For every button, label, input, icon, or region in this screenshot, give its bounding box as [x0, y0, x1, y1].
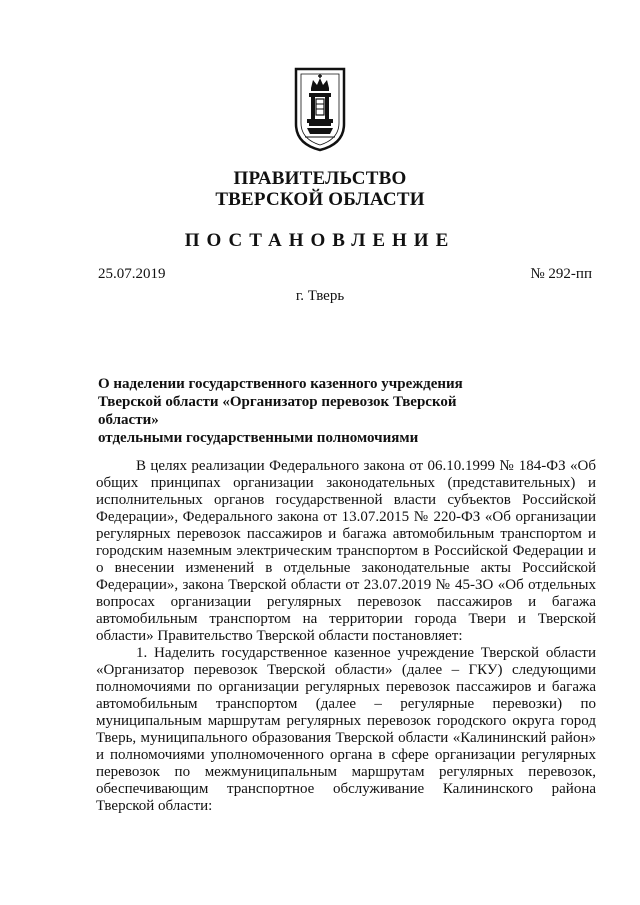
- decree-body: [96, 458, 596, 815]
- subject-line2: Тверской области «Организатор перевозок Тверской области»: [98, 394, 457, 428]
- coat-of-arms-emblem: [293, 66, 347, 152]
- subject-line3: отдельными государственными полномочиями: [98, 430, 419, 446]
- decree-subject: [98, 375, 518, 447]
- body-paragraph-preamble: В целях реализации Федерального закона от 06.10.1999 № 184-ФЗ «Об общих принципах организации законодательных (представительных) и исполнительных органов государственной власти субъектов Российской Федерации», Федерального закона от 13.07.2015 № 220-ФЗ «Об организации регулярных перевозок пассажиров и багажа автомобильным транспортом и городским наземным электрическим транспортом в Российской Федерации и о внесении изменений в отдельные законодательные акты Российской Федерации», закона Тверской области от 23.07.2019 № 45-ЗО «Об отдельных вопросах организации регулярных перевозок пассажиров и багажа автомобильным транспортом на территории города Твери и Тверской области» Правительство Тверской области постановляет:: [96, 458, 596, 644]
- decree-number: № 292-пп: [530, 266, 592, 282]
- decree-date: 25.07.2019: [98, 266, 166, 282]
- decree-city: г. Тверь: [295, 288, 345, 304]
- subject-line1: О наделении государственного казенного учреждения: [98, 376, 463, 392]
- government-title-line1: ПРАВИТЕЛЬСТВО: [233, 168, 407, 189]
- government-title-line2: ТВЕРСКОЙ ОБЛАСТИ: [215, 189, 425, 210]
- document-type-heading: ПОСТАНОВЛЕНИЕ: [184, 230, 456, 251]
- government-title: [0, 168, 640, 210]
- body-paragraph-item-1: 1. Наделить государственное казенное учреждение Тверской области «Организатор перевозок Тверской области» (далее – ГКУ) следующими полномочиями по организации регулярных перевозок пассажиров и багажа автомобильным транспортом (далее – регулярные перевозки) по муниципальным маршрутам регулярных перевозок городского округа город Тверь, муниципального образования Тверской области «Калининский район» и полномочиями уполномоченного органа в сфере организации регулярных перевозок по межмуниципальным маршрутам регулярных перевозок, обеспечивающим транспортное обслуживание Калининского района Тверской области:: [96, 645, 596, 814]
